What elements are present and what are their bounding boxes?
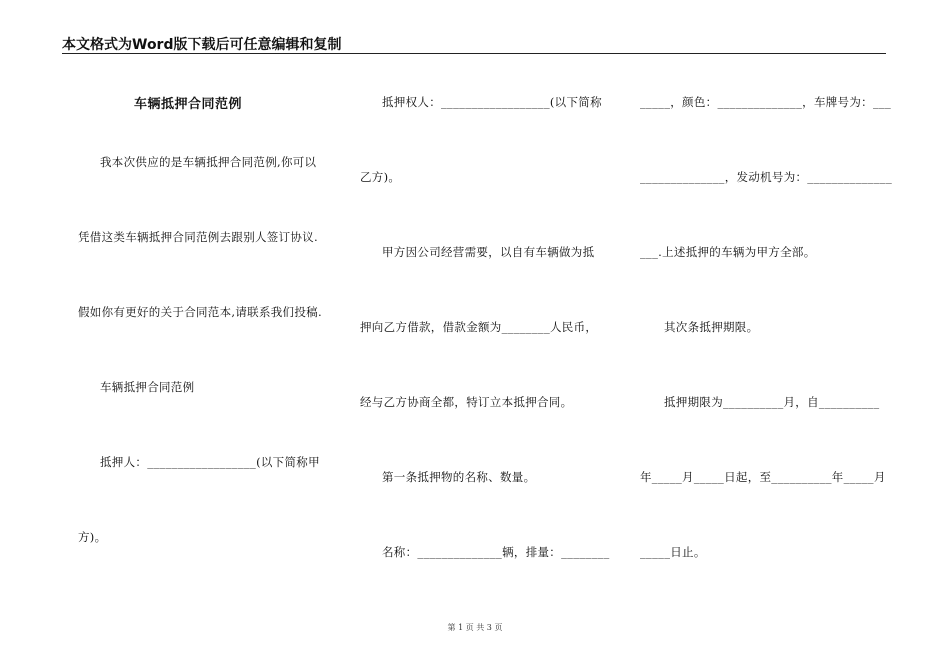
document-header: 本文格式为Word版下载后可任意编辑和复制 (62, 37, 342, 53)
middle-line-5: 经与乙方协商全都，特订立本抵押合同。 (360, 395, 573, 409)
middle-line-3: 甲方因公司经营需要，以自有车辆做为抵 (382, 245, 595, 259)
middle-line-1: 抵押权人：__________________(以下简称 (382, 95, 602, 109)
left-line-5: 抵押人：__________________(以下简称甲 (100, 455, 320, 469)
left-line-1: 我本次供应的是车辆抵押合同范例,你可以 (100, 155, 317, 169)
left-line-4: 车辆抵押合同范例 (100, 380, 195, 394)
left-line-6: 方)。 (78, 530, 107, 544)
document-title: 车辆抵押合同范例 (134, 97, 243, 112)
right-line-3: ___.上述抵押的车辆为甲方全部。 (640, 245, 816, 259)
right-line-7: _____日止。 (640, 545, 706, 559)
right-line-6: 年_____月_____日起，至__________年_____月 (640, 470, 886, 484)
middle-line-4: 押向乙方借款，借款金额为________人民币， (360, 320, 598, 334)
right-line-4: 其次条抵押期限。 (664, 320, 759, 334)
left-line-2: 凭借这类车辆抵押合同范例去跟别人签订协议. (78, 230, 318, 244)
middle-line-6: 第一条抵押物的名称、数量。 (382, 470, 536, 484)
right-line-2: ______________，发动机号为：______________ (640, 170, 892, 184)
page-number: 第 1 页 共 3 页 (447, 623, 503, 632)
left-line-3: 假如你有更好的关于合同范本,请联系我们投稿. (78, 305, 322, 319)
right-line-1: _____，颜色：______________，车牌号为：___ (640, 95, 892, 109)
header-divider (62, 53, 886, 54)
middle-line-2: 乙方)。 (360, 170, 401, 184)
right-line-5: 抵押期限为__________月，自__________ (664, 395, 880, 409)
middle-line-7: 名称：______________辆，排量：________ (382, 545, 610, 559)
